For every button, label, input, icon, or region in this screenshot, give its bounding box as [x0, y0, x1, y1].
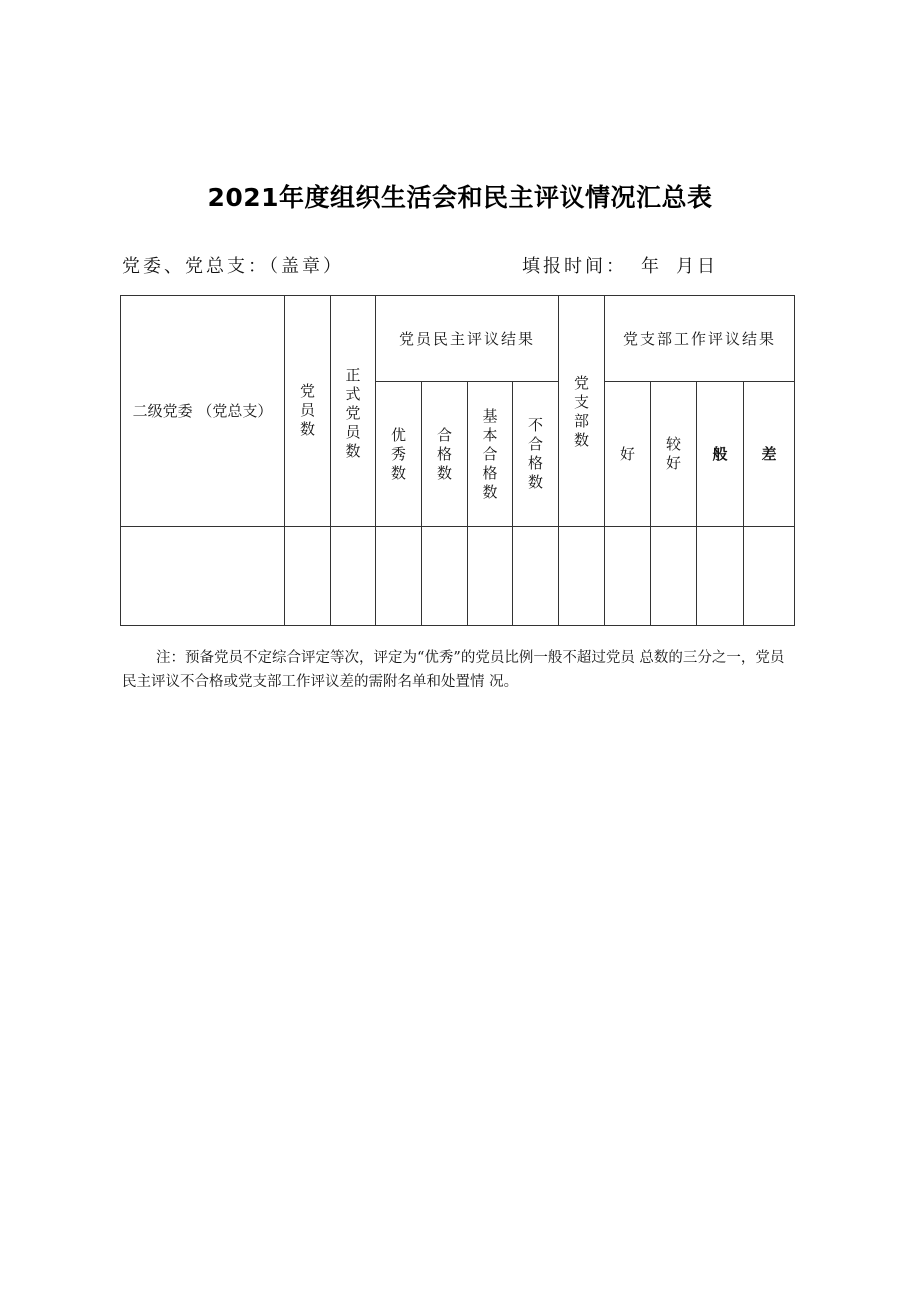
eval-qualified-header: 合格数	[422, 382, 468, 527]
cell-branch-count[interactable]	[559, 527, 605, 626]
org-header: 二级党委 （党总支）	[121, 296, 285, 527]
cell-branch-average[interactable]	[697, 527, 744, 626]
cell-eval-excellent[interactable]	[376, 527, 422, 626]
report-date-label: 填报时间：	[522, 256, 627, 277]
branch-average-header: 般	[697, 382, 744, 527]
full-members-header: 正式党员数	[331, 296, 376, 527]
report-year-label: 年	[641, 256, 662, 277]
cell-branch-good[interactable]	[605, 527, 651, 626]
data-row	[121, 527, 795, 626]
cell-branch-poor[interactable]	[744, 527, 795, 626]
report-month-day-label: 月日	[676, 256, 718, 277]
eval-unqualified-header: 不合格数	[513, 382, 559, 527]
page-title: 2021年度组织生活会和民主评议情况汇总表	[207, 183, 713, 212]
member-eval-group-header: 党员民主评议结果	[376, 296, 559, 382]
branch-good-header: 好	[605, 382, 651, 527]
members-header: 党员数	[285, 296, 331, 527]
footnote: 注：预备党员不定综合评定等次，评定为“优秀”的党员比例一般不超过党员 总数的三分之一，党员民主评议不合格或党支部工作评议差的需附名单和处置情 况。	[122, 650, 785, 690]
branch-eval-group-header: 党支部工作评议结果	[605, 296, 795, 382]
branch-fair-header: 较好	[651, 382, 697, 527]
eval-basic-header: 基本合格数	[468, 382, 513, 527]
eval-excellent-header: 优秀数	[376, 382, 422, 527]
cell-eval-unqualified[interactable]	[513, 527, 559, 626]
party-committee-label: 党委、党总支：（盖章）	[122, 256, 344, 277]
cell-eval-basic[interactable]	[468, 527, 513, 626]
summary-table	[120, 295, 795, 626]
cell-full-members[interactable]	[331, 527, 376, 626]
cell-eval-qualified[interactable]	[422, 527, 468, 626]
report-date	[522, 252, 718, 278]
cell-branch-fair[interactable]	[651, 527, 697, 626]
cell-members[interactable]	[285, 527, 331, 626]
branch-poor-header: 差	[744, 382, 795, 527]
branch-count-header: 党支部数	[559, 296, 605, 527]
header-row-1	[121, 296, 795, 382]
cell-org[interactable]	[121, 527, 285, 626]
